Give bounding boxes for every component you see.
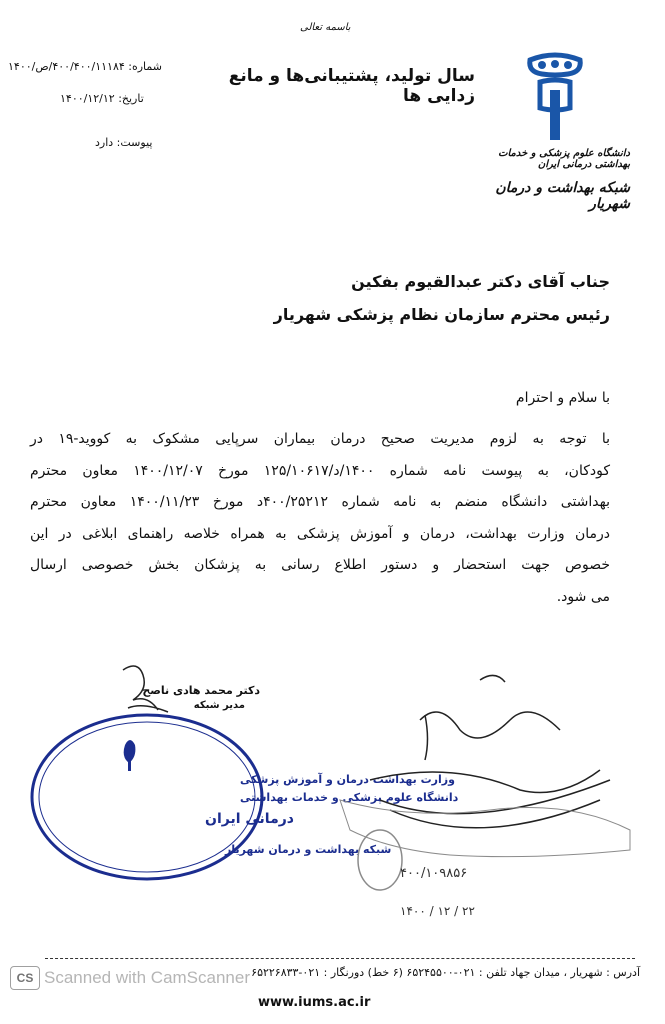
body-line: کودکان، به پیوست نامه شماره ۱۴۰۰/د/۱۲۵/۱۰۶۱۷ مورخ ۱۴۰۰/۱۲/۰۷ معاون محترم [30,462,611,479]
letter-date-label: تاریخ: [118,92,144,105]
signatory-title: مدیر شبکه [193,700,245,711]
body-line: درمان وزارت بهداشت، درمان و آموزش پزشکی به همراه خلاصه راهنمای ابلاغی در این [30,525,610,542]
body-line: بهداشتی دانشگاه منضم به نامه شماره ۴۰۰/۲۵۲۱۲د مورخ ۱۴۰۰/۱۱/۲۳ معاون محترم [30,494,610,510]
website-link[interactable]: www.iums.ac.ir [258,995,371,1010]
signatory-name: دکتر محمد هادی ناصح [142,684,260,697]
attachment-label: پیوست: [116,136,153,149]
stamp-line-4: شبکه بهداشت و درمان شهریار [225,843,392,856]
university-logo [520,50,590,145]
watermark-text: Scanned with CamScanner [44,968,251,987]
year-slogan: سال تولید، پشتیبانی‌ها و مانع زدایی ها [228,66,475,106]
letter-body [30,424,610,613]
attachment-value: دارد [95,136,114,149]
letter-number [8,60,162,73]
stamp-line-1: وزارت بهداشت درمان و آموزش پزشکی [240,773,455,786]
letter-attachment [95,136,152,149]
handwritten-annotation [330,660,650,910]
received-number: ۴۰۰/۱۰۹۸۵۶ [400,866,468,881]
university-name: دانشگاه علوم پزشکی و خدمات بهداشتی درمانی ایران [498,148,630,170]
network-name: شبکه بهداشت و درمان شهریار [495,180,630,212]
letter-number-label: شماره: [128,60,162,73]
scanner-watermark [10,968,250,988]
stamp-line-2: دانشگاه علوم پزشکی و خدمات بهداشتی [240,791,459,804]
body-line: خصوص جهت استحضار و دستور اطلاع رسانی به پزشکان بخش خصوصی ارسال [30,557,610,573]
bismillah: باسمه تعالی [300,22,351,33]
recipient-name: جناب آقای دکتر عبدالقیوم بفکین [351,272,610,291]
letter-date-value: ۱۴۰۰/۱۲/۱۲ [60,92,115,105]
camscanner-icon: CS [10,966,40,990]
greeting: با سلام و احترام [515,390,610,406]
recipient-title: رئیس محترم سازمان نظام پزشکی شهریار [273,305,610,324]
footer-divider [45,958,635,959]
stamp-line-3: درمانی ایران [205,811,294,827]
letter-date [60,92,144,105]
letter-number-value: ۴۰۰/۴۰۰/۱۱۱۸۴/ص/۱۴۰۰ [8,60,125,73]
emblem-icon [124,740,136,771]
received-date: ۱۴۰۰ / ۱۲ / ۲۲ [400,904,475,918]
body-line: با توجه به لزوم مدیریت صحیح درمان بیماران سرپایی مشکوک به کووید-۱۹ در [30,431,610,447]
body-line: می شود. [556,588,610,605]
footer-contact: آدرس : شهریار ، میدان جهاد تلفن : ۰۲۱-۶۵۲۴۵۵۰۰ (۶ خط) دورنگار : ۰۲۱-۶۵۲۲۶۸۳۳ [251,966,640,979]
